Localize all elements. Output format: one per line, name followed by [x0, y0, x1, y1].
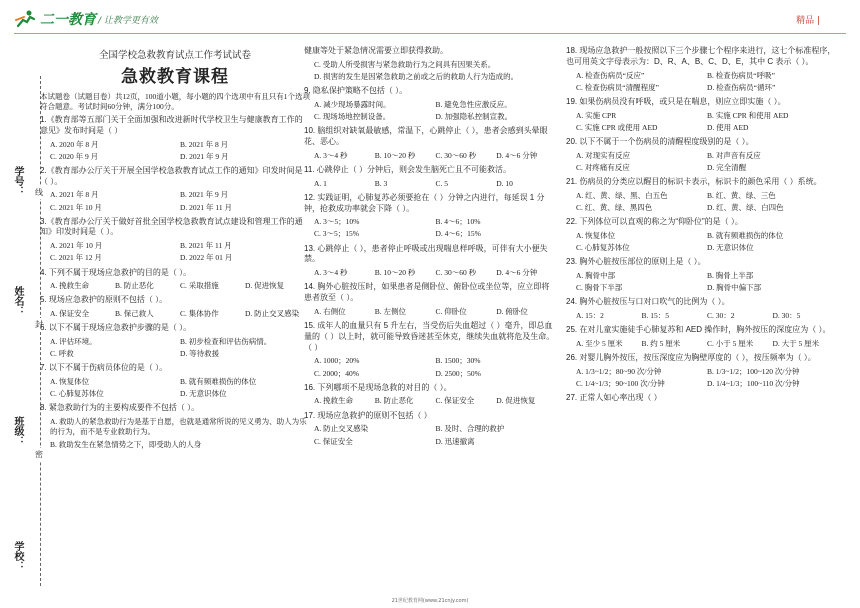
question-text: 8. 紧急救助行为的主要构成要件不包括（ ）。: [40, 403, 200, 413]
question-list: [566, 46, 838, 404]
answer-option: D. 1/4~1/3；100~110 次/分钟: [707, 378, 800, 388]
answer-options: [40, 189, 310, 213]
answer-option: C. 30：2: [707, 310, 735, 320]
answer-option: C. 2021 年 12 月: [50, 253, 102, 263]
answer-option: C. 红、黄、绿、黑四色: [576, 202, 653, 212]
question-text: 15. 成年人的血量只有 5 升左右，当受伤后失血超过（ ）毫升，即总血量的（ ）以上时，就可能导致昏迷甚至休克，继续失血就将危及生命。（ ）: [304, 321, 555, 352]
answer-option: B. 10～20 秒: [374, 268, 416, 278]
answer-option: B. 救助发生在紧急情势之下，即受助人的人身: [50, 439, 202, 449]
answer-option: D. 4～6；15%: [435, 229, 481, 239]
answer-option: B. 及时、合理的救护: [435, 424, 505, 434]
answer-option: B. 2021 年 8 月: [180, 139, 229, 149]
answer-options: [304, 216, 557, 240]
question-text: 17. 现场应急救护的原则不包括（ ）: [304, 410, 432, 420]
question-text: 9. 隐私保护策略不包括（ ）。: [304, 86, 408, 96]
seal-mark-dense: 密: [35, 450, 43, 459]
question-text: 7. 以下不属于伤病员体位的是（ ）。: [40, 363, 168, 373]
answer-option: C. 2000；40%: [314, 368, 359, 378]
question-text: 健康等处于紧急情况需要立即获得救助。: [304, 46, 448, 55]
answer-option: C. 受助人所受损害与紧急救助行为之间具有因果关系。: [314, 59, 496, 69]
answer-option: A. 恢复体位: [576, 230, 616, 240]
answer-option: D. 4～6 分钟: [496, 150, 538, 160]
question-text: 25. 在对儿童实施徒手心肺复苏和 AED 操作时，胸外按压的深度应为（ ）。: [566, 325, 831, 334]
school-label: 学校：: [12, 541, 23, 571]
answer-option: C. 集体协作: [180, 309, 219, 319]
answer-option: A. 15：2: [576, 310, 604, 320]
answer-option: D. 使用 AED: [707, 122, 749, 132]
brand-name: 二一教育: [40, 11, 96, 27]
answer-option: A. 2021 年 8 月: [50, 190, 99, 200]
question-column-1: [40, 46, 310, 454]
answer-option: D. 促进恢复: [245, 281, 285, 291]
question-text: 14. 胸外心脏按压时，如果患者是侧卧位、俯卧位或坐位等，应立即将患者放至（ ）。: [304, 282, 550, 303]
answer-options: [40, 416, 310, 450]
answer-option: B. 1500；30%: [435, 356, 481, 366]
answer-option: D. 损害的发生是因紧急救助之前或之后的救助人行为造成的。: [314, 71, 519, 81]
answer-option: C. 对疼痛有反应: [576, 162, 630, 172]
answer-options: [566, 190, 838, 214]
answer-option: B. 就有频难损伤的体位: [707, 230, 784, 240]
answer-option: C. 心肺复苏体位: [576, 242, 630, 252]
exam-title: 全国学校急救教育试点工作考试试卷: [98, 51, 251, 61]
answer-option: A. 3～4 秒: [314, 150, 348, 160]
answer-option: B. 15：5: [641, 310, 670, 320]
answer-options: [40, 240, 310, 264]
question-text: 18. 现场应急救护一般按照以下三个步骤七个程序来进行，这七个标准程序，也可用英文字母表示为：D、R、A、B、C、D、E，其中 C 表示（ ）。: [566, 46, 836, 66]
answer-option: D. 加强隐私控制宣教。: [435, 111, 513, 121]
question-text: 20. 以下不属于一个伤病员的清醒程度级别的是（ ）。: [566, 136, 754, 146]
answer-options: [566, 110, 838, 134]
runner-icon: [14, 10, 36, 28]
answer-option: C. 胸骨下半部: [576, 282, 623, 292]
answer-option: C. 30～60 秒: [435, 150, 477, 160]
answer-options: [304, 423, 557, 447]
answer-option: D. 完全清醒: [707, 162, 747, 172]
answer-option: D. 2021 年 9 月: [180, 151, 229, 161]
question-list: [304, 46, 557, 448]
answer-options: [40, 308, 310, 320]
student-number-label: 学号：: [12, 166, 23, 196]
answer-option: A. 2020 年 8 月: [50, 139, 99, 149]
answer-option: B. 2021 年 11 月: [180, 241, 232, 251]
question-text: 11. 心跳停止（ ）分钟后，则会发生脑死亡且不可能救活。: [304, 164, 511, 174]
answer-option: C. 1/4~1/3；90~100 次/分钟: [576, 378, 665, 388]
answer-option: D. 胸骨中偏下部: [707, 282, 762, 292]
answer-option: D. 10: [496, 178, 513, 188]
answer-option: C. 检查伤病员“清醒程度”: [576, 82, 659, 92]
answer-options: [40, 336, 310, 360]
answer-option: D. 迅速撤离: [435, 436, 475, 446]
answer-option: A. 减少现场暴露时间。: [314, 99, 391, 109]
answer-option: D. 无意识体位: [180, 389, 227, 399]
answer-option: B. 就有频难损伤的体位: [180, 377, 257, 387]
answer-option: D. 2500；50%: [435, 368, 481, 378]
answer-option: D. 红、黄、绿、白四色: [707, 202, 784, 212]
answer-option: D. 防止交叉感染: [245, 309, 300, 319]
answer-options: [304, 395, 557, 407]
answer-option: C. 保证安全: [314, 436, 353, 446]
header-divider: [14, 33, 846, 34]
answer-option: B. 防止恶化: [115, 281, 154, 291]
question-text: 10. 脑组织对缺氧最敏感，常温下，心跳停止（ ），患者会感到头晕眼花、恶心。: [304, 126, 548, 146]
brand-logo: [14, 8, 96, 30]
seal-mark-line: 线: [35, 188, 43, 197]
question-text: 6. 以下不属于现场应急救护步骤的是（ ）。: [40, 323, 192, 333]
answer-option: B. 初步检查和评估伤病情。: [180, 337, 272, 347]
question-column-3: [566, 46, 838, 406]
quality-badge: 精品 |: [796, 16, 820, 26]
brand-slogan: / 让教学更有效: [98, 16, 158, 26]
question-text: 21. 伤病员的分类应以醒目的标识卡表示，标识卡的颜色采用（ ）系统。: [566, 176, 822, 186]
answer-option: C. 小于 5 厘米: [707, 338, 754, 348]
answer-options: [304, 150, 557, 162]
answer-option: D. 等待救援: [180, 349, 220, 359]
answer-option: A. 恢复体位: [50, 377, 90, 387]
question-text: 23. 胸外心脏按压部位的原则上是（ ）。: [566, 257, 706, 267]
question-text: 26. 对婴儿胸外按压，按压深度应为胸壁厚度的（ ），按压频率为（ ）。: [566, 352, 816, 362]
answer-options: [304, 306, 557, 318]
question-text: 22. 下列体位可以直观的称之为“仰卧位”的是（ ）。: [566, 216, 743, 226]
question-text: 1.《教育部等五部门关于全面加强和改进新时代学校卫生与健康教育工作的意见》发布时间是（ ）: [40, 115, 303, 135]
question-text: 2.《教育部办公厅关于开展全国学校急救教育试点工作的通知》印发时间是（ ）。: [40, 165, 303, 186]
answer-options: [304, 267, 557, 279]
question-text: 19. 如果伤病员没有呼吸，或只是在喘息，则应立即实施（ ）。: [566, 96, 786, 106]
answer-option: C. 心肺复苏体位: [50, 389, 104, 399]
answer-option: A. 评估环境。: [50, 337, 97, 347]
answer-option: C. 2021 年 10 月: [50, 202, 102, 212]
answer-option: B. 左侧位: [374, 306, 407, 316]
question-list: [40, 115, 310, 451]
question-text: 5. 现场应急救护的原则不包括（ ）。: [40, 295, 168, 305]
seal-mark-seal: 封: [35, 320, 43, 329]
question-text: 24. 胸外心脏按压与口对口吹气的比例为（ ）。: [566, 297, 730, 307]
answer-option: B. 10～20 秒: [374, 150, 416, 160]
answer-option: A. 实施 CPR: [576, 110, 617, 120]
answer-option: A. 红、黄、绿、黑、白五色: [576, 190, 668, 200]
question-text: 4. 下列不属于现场应急救护的目的是（ ）。: [40, 267, 192, 277]
answer-option: C. 30～60 秒: [435, 268, 477, 278]
answer-options: [40, 139, 310, 163]
page-header: [0, 0, 860, 36]
page-footer: 21世纪教育网(www.21cnjy.com): [391, 598, 469, 604]
answer-option: D. 30：5: [772, 310, 801, 320]
answer-options: [566, 70, 838, 94]
answer-option: C. 仰卧位: [435, 306, 467, 316]
answer-option: A. 挽救生命: [50, 281, 90, 291]
answer-option: A. 1000；20%: [314, 356, 360, 366]
answer-options: [40, 376, 310, 400]
answer-option: A. 2021 年 10 月: [50, 241, 103, 251]
answer-option: D. 4～6 分钟: [496, 268, 538, 278]
answer-option: D. 无意识体位: [707, 242, 754, 252]
name-label: 姓名：: [12, 286, 23, 316]
answer-option: A. 3～5；10%: [314, 217, 360, 227]
answer-option: C. 现场场地控制设备。: [314, 111, 391, 121]
answer-option: B. 对声音有反应: [707, 150, 761, 160]
question-text: 3.《教育部办公厅关于做好首批全国学校急救教育试点建设和管理工作的通知》印发时间是（ ）。: [40, 216, 303, 237]
answer-option: C. 2020 年 9 月: [50, 151, 99, 161]
answer-option: B. 实施 CPR 和使用 AED: [707, 110, 789, 120]
answer-option: D. 促进恢复: [496, 396, 536, 406]
answer-option: A. 3～4 秒: [314, 268, 348, 278]
answer-option: A. 右侧位: [314, 306, 346, 316]
answer-options: [566, 366, 838, 390]
answer-option: A. 至少 5 厘米: [576, 338, 623, 348]
answer-option: D. 大于 5 厘米: [772, 338, 820, 348]
answer-option: B. 2021 年 9 月: [180, 190, 229, 200]
answer-option: D. 2021 年 11 月: [180, 202, 233, 212]
answer-options: [566, 270, 838, 294]
question-text: 27. 正常人如心率出现（ ）: [566, 392, 662, 402]
answer-option: B. 红、黄、绿、三色: [707, 190, 776, 200]
answer-option: D. 2022 年 01 月: [180, 253, 233, 263]
answer-option: B. 胸骨上半部: [707, 270, 754, 280]
question-text: 13. 心跳停止（ ），患者停止呼吸或出现喘息样呼吸，可伴有大小便失禁。: [304, 243, 548, 264]
answer-options: [566, 230, 838, 254]
answer-option: B. 4～6；10%: [435, 217, 481, 227]
question-text: 16. 下列哪项不是现场急救的对目的（ ）。: [304, 382, 452, 392]
answer-option: A. 救助人的紧急救助行为是基于自愿，也就是通常所说的见义勇为、助人为乐的行为，而不是专业救助行为。: [50, 417, 307, 437]
answer-option: A. 胸骨中部: [576, 270, 616, 280]
answer-option: B. 检查伤病员“呼吸”: [707, 70, 775, 80]
exam-subtitle: 急救教育课程: [121, 66, 229, 87]
answer-option: B. 约 5 厘米: [641, 338, 681, 348]
answer-option: C. 呼救: [50, 349, 74, 359]
answer-option: C. 保证安全: [435, 396, 475, 406]
answer-option: C. 采取措施: [180, 281, 219, 291]
answer-option: D. 检查伤病员“循环”: [707, 82, 776, 92]
answer-options: [304, 99, 557, 123]
answer-option: C. 5: [435, 178, 449, 188]
class-label: 班级：: [12, 416, 23, 446]
question-text: 12. 实践证明，心肺复苏必须要抢在（ ）分钟之内进行，每延误 1 分钟，抢救成功率就会下降（ ）。: [304, 192, 545, 213]
answer-option: A. 检查伤病员“反应”: [576, 70, 645, 80]
answer-option: B. 防止恶化: [374, 396, 414, 406]
answer-option: B. 1/3~1/2；100~120 次/分钟: [707, 366, 800, 376]
answer-option: D. 俯卧位: [496, 306, 528, 316]
answer-options: [304, 59, 557, 83]
answer-option: B. 保己救人: [115, 309, 154, 319]
answer-option: B. 避免急性应激反应。: [435, 99, 512, 109]
answer-option: A. 防止交叉感染: [314, 424, 369, 434]
answer-option: A. 1: [314, 178, 327, 188]
exam-instructions: 本试题卷（试题目卷）共12页，100道小题，每小题的四个选项中有且只有1个选项符合题意。考试时间60分钟，满分100分。: [40, 91, 310, 111]
answer-options: [40, 280, 310, 292]
answer-option: C. 3～5；15%: [314, 229, 359, 239]
answer-options: [566, 150, 838, 174]
question-column-2: [304, 46, 557, 451]
answer-options: [304, 178, 557, 190]
answer-option: A. 保证安全: [50, 309, 90, 319]
answer-option: C. 实施 CPR 或使用 AED: [576, 122, 658, 132]
answer-options: [566, 310, 838, 322]
answer-option: A. 1/3~1/2；80~90 次/分钟: [576, 366, 662, 376]
answer-options: [566, 338, 838, 350]
answer-options: [304, 355, 557, 379]
answer-option: A. 对现实有反应: [576, 150, 631, 160]
answer-option: B. 3: [374, 178, 388, 188]
answer-option: A. 挽救生命: [314, 396, 354, 406]
